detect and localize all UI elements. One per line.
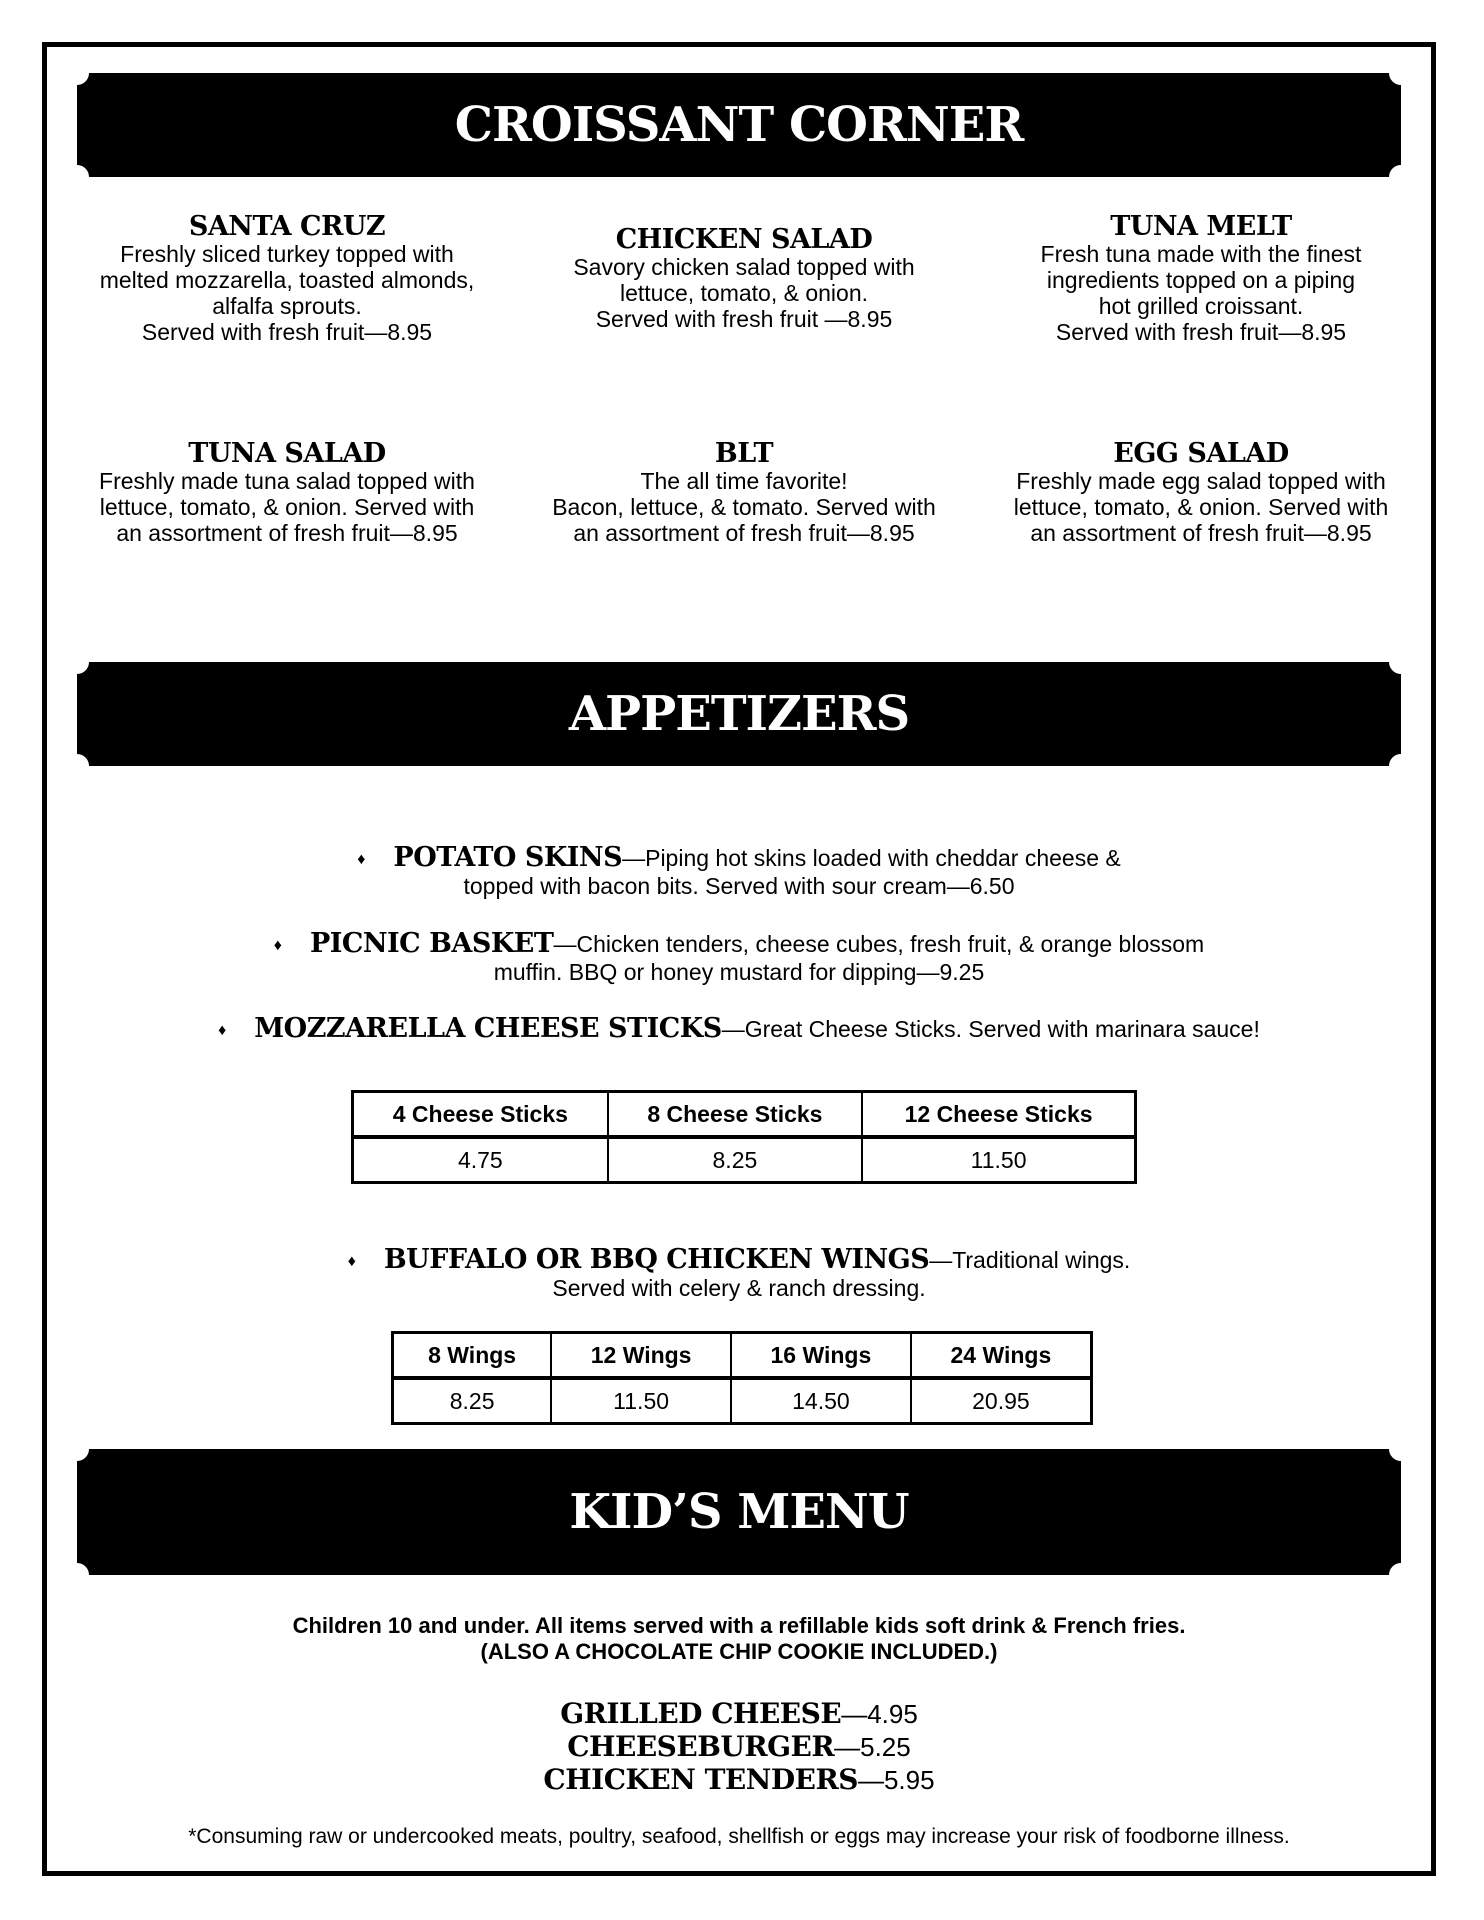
table-cell: 11.50 bbox=[551, 1378, 731, 1424]
appetizer-mozzarella-sticks: ♦ MOZZARELLA CHEESE STICKS—Great Cheese Sticks. Served with marinara sauce! bbox=[218, 1013, 1260, 1044]
menu-item-tuna-melt: TUNA MELT Fresh tuna made with the finest ingredients topped on a piping hot grilled croissant. Served with fresh fruit—8.95 bbox=[981, 213, 1421, 345]
bullet-icon: ♦ bbox=[347, 1253, 356, 1270]
table-cell: 20.95 bbox=[911, 1378, 1092, 1424]
table-header: 12 Wings bbox=[551, 1333, 731, 1379]
cheese-sticks-price-table bbox=[351, 1090, 1137, 1184]
appetizers-title: APPETIZERS bbox=[568, 686, 910, 742]
bullet-icon: ♦ bbox=[357, 851, 366, 868]
item-name: CHICKEN SALAD bbox=[615, 224, 873, 255]
item-name: EGG SALAD bbox=[1113, 438, 1289, 469]
menu-item-santa-cruz: SANTA CRUZ Freshly sliced turkey topped with melted mozzarella, toasted almonds, alfalfa sprouts. Served with fresh fruit—8.95 bbox=[67, 213, 507, 345]
table-cell: 14.50 bbox=[731, 1378, 911, 1424]
kids-item-cheeseburger: CHEESEBURGER—5.25 bbox=[567, 1730, 911, 1763]
kids-menu-note: Children 10 and under. All items served with a refillable kids soft drink & French fries. (ALSO A CHOCOLATE CHIP COOKIE INCLUDED.) bbox=[292, 1613, 1186, 1664]
kids-item-chicken-tenders: CHICKEN TENDERS—5.95 bbox=[543, 1763, 935, 1796]
bullet-icon: ♦ bbox=[273, 937, 282, 954]
item-name: TUNA SALAD bbox=[188, 438, 386, 469]
table-header: 12 Cheese Sticks bbox=[862, 1092, 1135, 1138]
appetizer-chicken-wings: ♦ BUFFALO OR BBQ CHICKEN WINGS—Traditional wings. Served with celery & ranch dressing. bbox=[347, 1244, 1131, 1301]
table-cell: 11.50 bbox=[862, 1137, 1135, 1183]
table-header: 16 Wings bbox=[731, 1333, 911, 1379]
croissant-title: CROISSANT CORNER bbox=[454, 97, 1024, 153]
menu-item-blt: BLT The all time favorite! Bacon, lettuce, & tomato. Served with an assortment of fresh fruit—8.95 bbox=[524, 440, 964, 546]
kids-item-grilled-cheese: GRILLED CHEESE—4.95 bbox=[560, 1697, 918, 1730]
table-header: 8 Wings bbox=[393, 1333, 552, 1379]
appetizers-banner bbox=[77, 662, 1401, 766]
item-name: TUNA MELT bbox=[1110, 211, 1292, 242]
menu-frame bbox=[42, 42, 1436, 1876]
kids-menu-banner bbox=[77, 1449, 1401, 1575]
table-cell: 4.75 bbox=[353, 1137, 608, 1183]
table-cell: 8.25 bbox=[393, 1378, 552, 1424]
table-cell: 8.25 bbox=[608, 1137, 862, 1183]
croissant-banner bbox=[77, 73, 1401, 177]
item-name: BLT bbox=[714, 438, 774, 469]
table-header: 8 Cheese Sticks bbox=[608, 1092, 862, 1138]
appetizer-picnic-basket: ♦ PICNIC BASKET—Chicken tenders, cheese cubes, fresh fruit, & orange blossom muffin. BBQ or honey mustard for dipping—9.25 bbox=[273, 928, 1205, 985]
disclaimer: *Consuming raw or undercooked meats, poultry, seafood, shellfish or eggs may increase your risk of foodborne illness. bbox=[188, 1825, 1290, 1848]
kids-menu-title: KID’S MENU bbox=[569, 1484, 909, 1540]
appetizer-potato-skins: ♦ POTATO SKINS—Piping hot skins loaded with cheddar cheese & topped with bacon bits. Served with sour cream—6.50 bbox=[357, 842, 1121, 899]
item-name: SANTA CRUZ bbox=[188, 211, 386, 242]
menu-item-tuna-salad: TUNA SALAD Freshly made tuna salad topped with lettuce, tomato, & onion. Served with an assortment of fresh fruit—8.95 bbox=[67, 440, 507, 546]
bullet-icon: ♦ bbox=[218, 1022, 227, 1039]
menu-item-egg-salad: EGG SALAD Freshly made egg salad topped with lettuce, tomato, & onion. Served with an assortment of fresh fruit—8.95 bbox=[981, 440, 1421, 546]
table-header: 24 Wings bbox=[911, 1333, 1092, 1379]
table-header: 4 Cheese Sticks bbox=[353, 1092, 608, 1138]
menu-item-chicken-salad: CHICKEN SALAD Savory chicken salad topped with lettuce, tomato, & onion. Served with fresh fruit —8.95 bbox=[524, 226, 964, 332]
wings-price-table bbox=[391, 1331, 1093, 1425]
